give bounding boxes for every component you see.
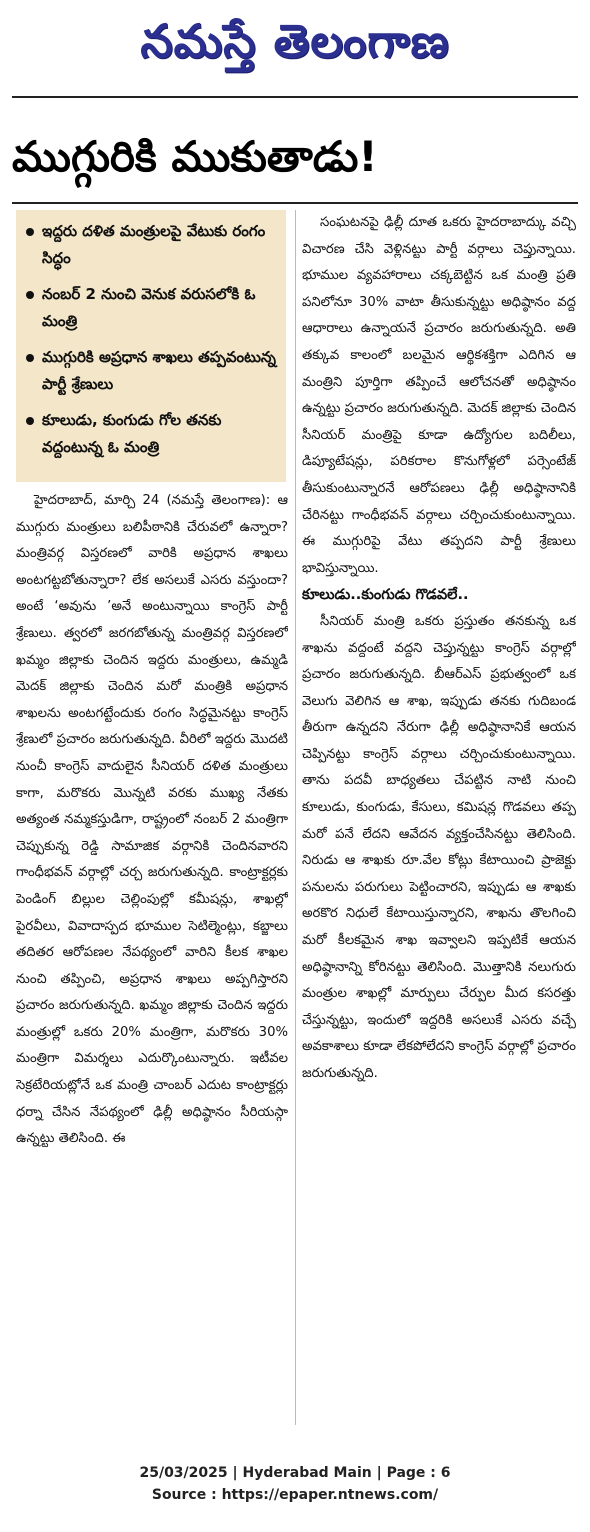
body-paragraph: సీనియర్ మంత్రి ఒకరు ప్రస్తుతం తనకున్న ఒక శాఖను వద్దంటే వద్దని చెప్తున్నట్టు కాంగ్రెస్ వర్గాల్లో ప్రచారం జరుగుతున్నది. బీఆర్ఎస్ ప్రభుత్వంలో ఒక వెలుగు వెలిగిన ఆ శాఖ, ఇప్పుడు తనకు గుదిబండ తీరుగా ఉన్నదని నేరుగా ఢిల్లీ అధిష్ఠానానికే ఆయన చెప్పినట్టు కాంగ్రెస్ వర్గాలు చర్చించుకుంటున్నాయి. తాను పదవీ బాధ్యతలు చేపట్టిన నాటి నుంచి కూలుడు, కుంగుడు, కేసులు, కమిషన్ల గొడవలు తప్ప మరో పనే లేదని ఆవేదన వ్యక్తంచేసినట్టు తెలిసింది. నిరుడు ఆ శాఖకు రూ.వేల కోట్లు కేటాయించి ప్రాజెక్టు పనులను పరుగులు పెట్టించారని, ఇప్పుడు ఆ శాఖకు అరకొర నిధులే కేటాయిస్తున్నారని, శాఖను తొలగించి మరో కీలకమైన శాఖ ఇవ్వాలని ఇప్పటికే ఆయన అధిష్ఠానాన్ని కోరినట్టు తెలిసింది. మొత్తానికి నలుగురు మంత్రుల శాఖల్లో మార్పులు చేర్పుల మీద కసరత్తు చేస్తున్నట్టు, ఇందులో ఇద్దరికి అసలుకే ఎసరు వచ్చే అవకాశాలు కూడా లేకపోలేదని కాంగ్రెస్ వర్గాల్లో ప్రచారం జరుగుతున్నది. — [302, 613, 576, 1081]
highlight-text: నంబర్ 2 నుంచి వెనుక వరుసలోకి ఓ మంత్రి — [42, 285, 256, 330]
article-body-left — [16, 488, 288, 1420]
bullet-icon — [26, 354, 34, 362]
highlight-text: ఇద్దరు దళిత మంత్రులపై వేటుకు రంగం సిద్ధం — [42, 222, 266, 267]
body-paragraph: హైదరాబాద్, మార్చి 24 (నమస్తే తెలంగాణ): ఆ ముగ్గురు మంత్రులు బలిపీఠానికి చేరువలో ఉన్నారా? మంత్రివర్గ విస్తరణలో వారికి అప్రధాన శాఖలు అంటగట్టబోతున్నారా? లేక అసలుకే ఎసరు వస్తుందా? అంటే ‘అవును ’అనే అంటున్నాయి కాంగ్రెస్ పార్టీ శ్రేణులు. త్వరలో జరగబోతున్న మంత్రివర్గ విస్తరణలో ఖమ్మం జిల్లాకు చెందిన ఇద్దరు మంత్రులు, ఉమ్మడి మెదక్ జిల్లాకు చెందిన మరో మంత్రికి అప్రధాన శాఖలను అంటగట్టేందుకు రంగం సిద్ధమైనట్టు కాంగ్రెస్ శ్రేణులో ప్రచారం జరుగుతున్నది. వీరిలో ఇద్దరు మొదటి నుంచీ కాంగ్రెస్ వాదులైన సీనియర్ దళిత మంత్రులు కాగా, మరొకరు మొన్నటి వరకు ముఖ్య నేతకు అత్యంత నమ్మకస్తుడిగా, రాష్ట్రంలో నంబర్ 2 మంత్రిగా చెప్పుకున్న రెడ్డి సామాజిక వర్గానికి చెందినవారని గాంధీభవన్ వర్గాల్లో చర్చ జరుగుతున్నది. కాంట్రాక్టర్లకు పెండింగ్ బిల్లుల చెల్లింపుల్లో కమీషన్లు, శాఖల్లో పైరవీలు, వివాదాస్పద భూముల సెటిల్మెంట్లు, కబ్జాలు తదితర ఆరోపణల నేపథ్యంలో వారిని కీలక శాఖల నుంచి తప్పించి, అప్రధాన శాఖలు అప్పగిస్తారని ప్రచారం జరుగుతున్నది. ఖమ్మం జిల్లాకు చెందిన ఇద్దరు మంత్రుల్లో ఒకరు 20% మంత్రిగా, మరొకరు 30% మంత్రిగా విమర్శలు ఎదుర్కొంటున్నారు. ఇటీవల సెక్రటేరియట్లోనే ఒక మంత్రి చాంబర్ ఎదుట కాంట్రాక్టర్లు ధర్నా చేసిన నేపథ్యంలో ఢిల్లీ అధిష్ఠానం సీరియస్గా ఉన్నట్టు తెలిసింది. ఈ — [16, 493, 288, 1147]
masthead-divider — [12, 96, 578, 98]
highlight-text: ముగ్గురికి అప్రధాన శాఖలు తప్పవంటున్న పార్టీ శ్రేణులు — [42, 348, 276, 393]
highlight-item — [26, 281, 278, 335]
highlights-box — [16, 210, 286, 482]
masthead — [0, 6, 590, 76]
edition-info: 25/03/2025 | Hyderabad Main | Page : 6 — [139, 1465, 451, 1481]
column-divider — [295, 210, 296, 1425]
highlight-item — [26, 407, 278, 461]
highlight-item — [26, 344, 278, 398]
headline-divider — [12, 202, 578, 204]
highlight-item — [26, 218, 278, 272]
source-link: Source : https://epaper.ntnews.com/ — [151, 1487, 439, 1503]
highlight-text: కూలుడు, కుంగుడు గోల తనకు వద్దంటున్న ఓ మంత్రి — [42, 411, 222, 456]
bullet-icon — [26, 228, 34, 236]
masthead-logo: నమస్తే తెలంగాణ — [140, 14, 450, 68]
article-headline: ముగ్గురికి ముకుతాడు! — [12, 132, 378, 181]
bullet-icon — [26, 417, 34, 425]
article-body-right — [302, 210, 576, 1425]
body-paragraph: సంఘటనపై ఢిల్లీ దూత ఒకరు హైదరాబాద్కు వచ్చి విచారణ చేసి వెళ్లినట్టు పార్టీ వర్గాలు చెప్తున్నాయి. భూముల వ్యవహారాలు చక్కబెట్టిన ఒక మంత్రి ప్రతి పనిలోనూ 30% వాటా తీసుకున్నట్టు అధిష్ఠానం వద్ద ఆధారాలు ఉన్నాయనే ప్రచారం జరుగుతున్నది. అతి తక్కువ కాలంలో బలమైన ఆర్థికశక్తిగా ఎదిగిన ఆ మంత్రిని పూర్తిగా తప్పించే ఆలోచనతో అధిష్ఠానం ఉన్నట్టు ప్రచారం జరుగుతున్నది. మెదక్ జిల్లాకు చెందిన సీనియర్ మంత్రిపై కూడా ఉద్యోగుల బదిలీలు, డిప్యూటేషన్లు, పరికరాల కొనుగోళ్లలో పర్సెంటేజ్ తీసుకుంటున్నారనే ఆరోపణలు ఢిల్లీ అధిష్ఠానానికి చేరినట్టు గాంధీభవన్ వర్గాలు చర్చించుకుంటున్నాయి. ఈ ముగ్గురిపై వేటు తప్పదని పార్టీ శ్రేణులు భావిస్తున్నాయి. — [302, 215, 576, 576]
article-subhead: కూలుడు..కుంగుడు గొడవలే.. — [302, 587, 469, 604]
page-footer — [0, 1462, 590, 1506]
bullet-icon — [26, 291, 34, 299]
